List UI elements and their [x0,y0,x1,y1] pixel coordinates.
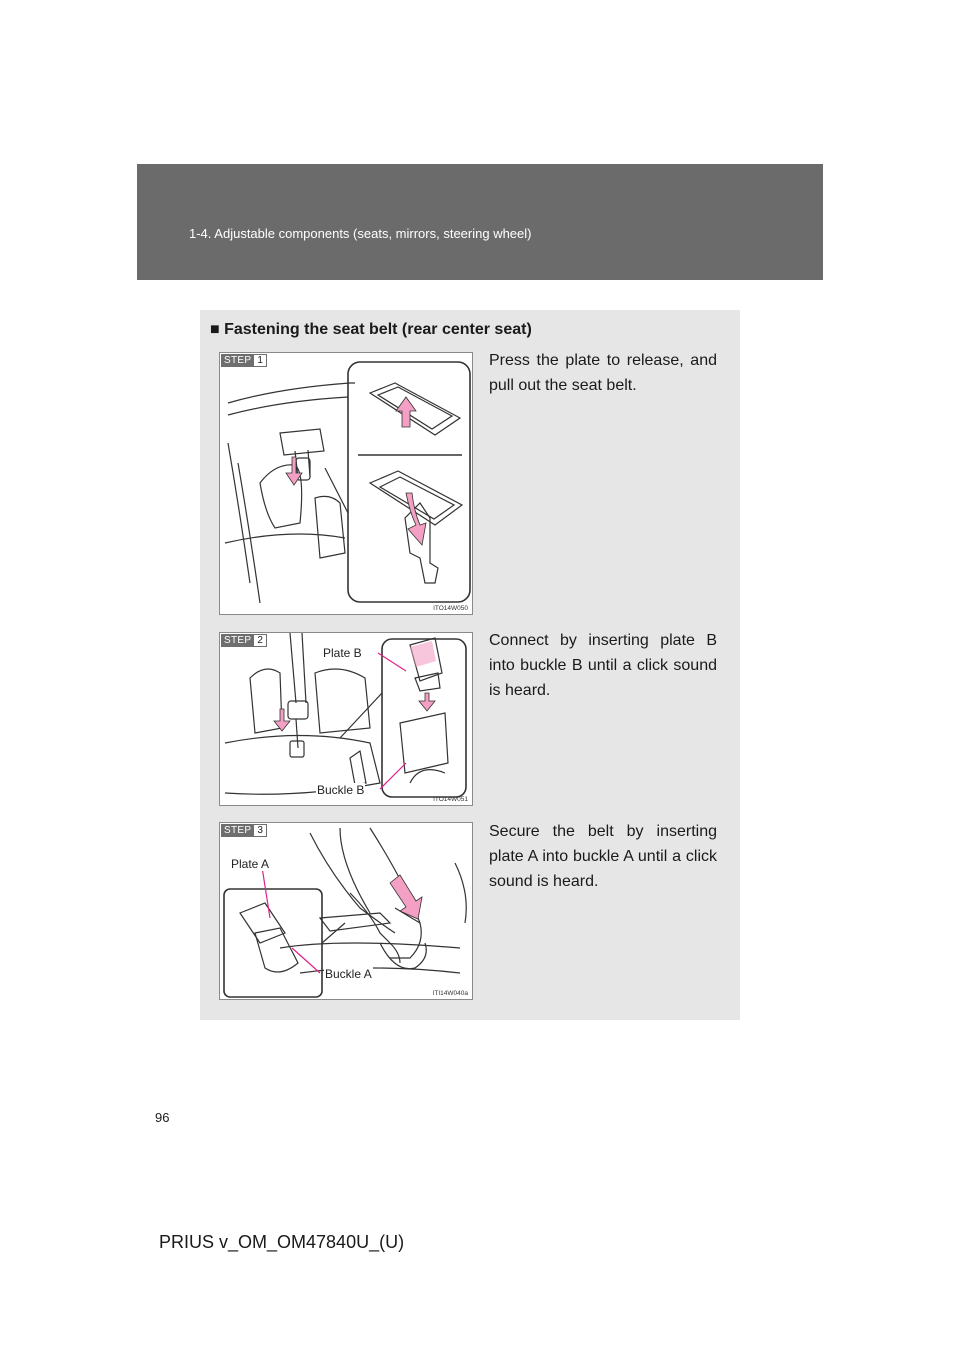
callout-plate-a: Plate A [231,857,270,871]
figure-code: ITO14W050 [433,605,468,612]
chapter-title: 1-4. Adjustable components (seats, mirrors, steering wheel) [189,226,532,241]
step-1-badge [221,354,267,367]
figure-code: ITO14W051 [433,796,468,803]
step-2-badge [221,634,267,647]
page-number: 96 [155,1110,170,1125]
step-2-instruction: Connect by inserting plate B into buckle B until a click sound is heard. [489,632,717,699]
step-badge-label: STEP [221,824,254,837]
callout-buckle-a: Buckle A [325,967,372,981]
step-1-figure [219,352,473,615]
callout-plate-b: Plate B [323,646,362,660]
step-badge-number: 3 [254,824,267,837]
step-badge-label: STEP [221,634,254,647]
step-badge-number: 2 [254,634,267,647]
section-heading: ■ Fastening the seat belt (rear center seat) [210,321,532,338]
figure-code: ITI14W040a [432,990,468,997]
step-2-figure [219,632,473,806]
step-3-badge [221,824,267,837]
chapter-header-band [137,164,823,280]
callout-buckle-b: Buckle B [317,783,365,797]
step-3-instruction: Secure the belt by inserting plate A into buckle A until a click sound is heard. [489,823,717,890]
step-1-instruction: Press the plate to release, and pull out the seat belt. [489,352,717,394]
step-badge-number: 1 [254,354,267,367]
step-3-figure [219,822,473,1000]
step-1-illustration [220,353,472,614]
step-badge-label: STEP [221,354,254,367]
model-code: PRIUS v_OM_OM47840U_(U) [159,1232,405,1252]
